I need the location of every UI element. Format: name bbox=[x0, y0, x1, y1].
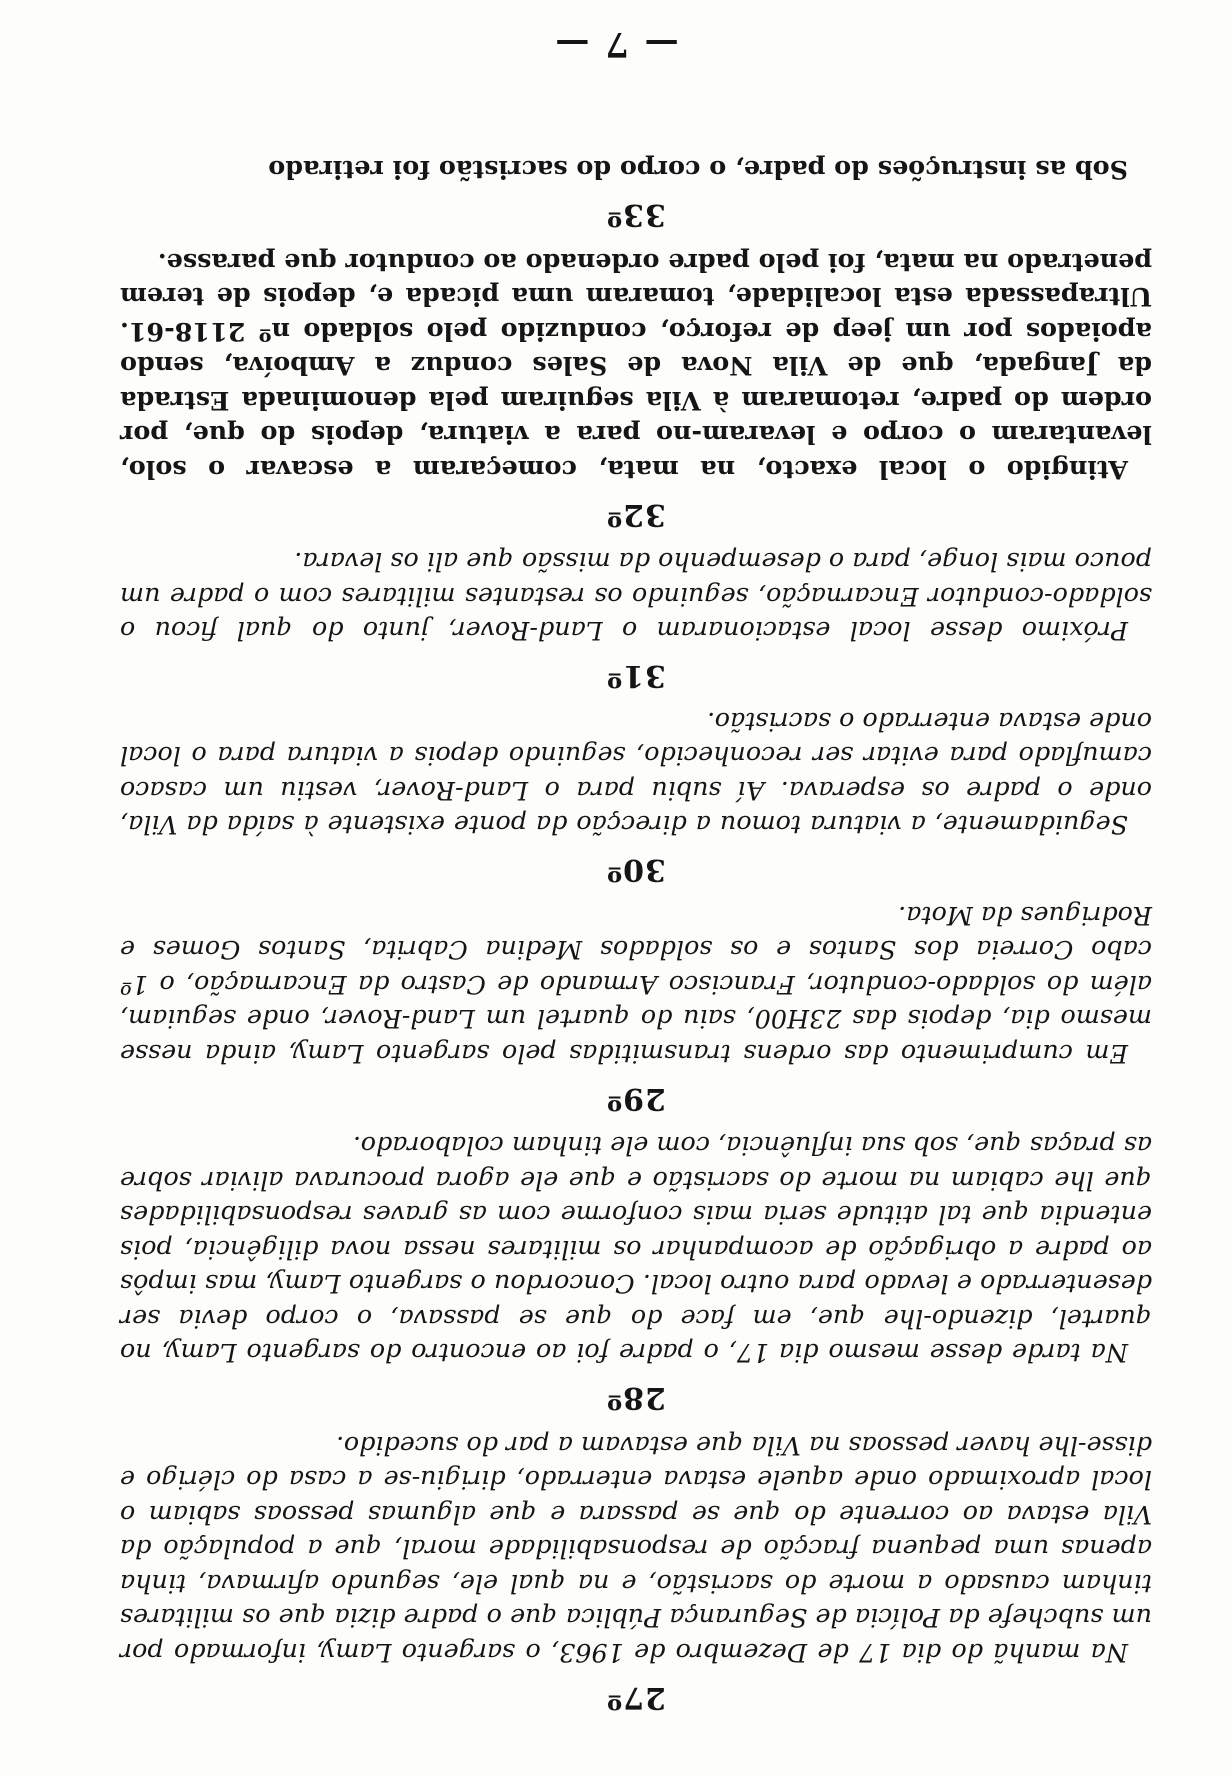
paragraph-32: Atingido o local exacto, na mata, começaram a escavar o solo, levantaram o corpo e levaram-no para a viatura, depois do que, por ordem do padre, retomaram à Vila seguiram pela denominada Estrada da Jangada, que de Vila Nova de Sales conduz a Amboíva, sendo apoiados por um jeep de reforço, conduzido pelo soldado nº 2118-61. Ultrapassada esta localidade, tomaram uma picada e, depois de terem penetrado na mata, foi pelo padre ordenado ao condutor que parasse. bbox=[120, 248, 1152, 485]
section-number-27: 27º bbox=[606, 1680, 666, 1715]
paragraph-30: Seguidamente, a viatura tomou a direcção da ponte existente à saída da Vila, onde o padre os esperava. Aí subiu para o Land-Rover, vestiu um casaco camuflado para evitar ser reconhecido, seguindo depois a viatura para o local onde estava enterrado o sacristão. bbox=[120, 707, 1152, 841]
section-number-31: 31º bbox=[606, 658, 666, 694]
page-number: — 7 — bbox=[553, 24, 679, 64]
paragraph-29: Em cumprimento das ordens transmitidas pelo sargento Lamy, ainda nesse mesmo dia, depois das 23H00, saiu do quartel um Land-Rover, onde seguiam, além do soldado-condutor, Francisco Armando de Castro da Encarnação, o 1º cabo Correia dos Santos e os soldados Medina Cabrita, Santos Gomes e Rodrigues da Mota. bbox=[120, 901, 1152, 1069]
paragraph-28: Na tarde desse mesmo dia 17, o padre foi ao encontro do sargento Lamy, no quartel, dizendo-lhe que, em face do que se passava, o corpo devia ser desenterrado e levado para outro local. Concordou o sargento Lamy, mas impôs ao padre a obrigação de acompanhar os militares nessa nova diligência, pois entendia que tal atitude seria mais conforme com as graves responsabilidades que lhe cabiam na morte do sacristão e que ele agora procurava aliviar sobre as praças que, sob sua influência, com ele tinham colaborado. bbox=[120, 1131, 1152, 1369]
paragraph-31: Próximo desse local estacionaram o Land-Rover, junto do qual ficou o soldado-condutor Encarnação, seguindo os restantes militares com o padre um pouco mais longe, para o desempenho da missão que ali os levara. bbox=[120, 547, 1152, 647]
paragraph-27: Na manhã do dia 17 de Dezembro de 1963, o sargento Lamy, informado por um subchefe da Polícia de Segurança Pública que o padre dizia que os militares tinham causado a morte do sacristão, e na qual ele, segundo afirmava, tinha apenas uma pequena fracção de responsabilidade moral, que a população da Vila estava ao corrente do que se passara e que algumas pessoas sabiam o local aproximado onde aquele estava enterrado, dirigiu-se a casa do clérigo e disse-lhe haver pessoas na Vila que estavam a par do sucedido. bbox=[120, 1431, 1152, 1668]
section-number-32: 32º bbox=[606, 497, 666, 532]
section-number-28: 28º bbox=[606, 1380, 666, 1416]
paragraph-33: Sob as instruções do padre, o corpo do sacristão foi retirado bbox=[268, 155, 1128, 186]
section-number-33: 33º bbox=[606, 197, 666, 233]
section-number-30: 30º bbox=[606, 852, 666, 888]
section-number-29: 29º bbox=[606, 1081, 666, 1116]
